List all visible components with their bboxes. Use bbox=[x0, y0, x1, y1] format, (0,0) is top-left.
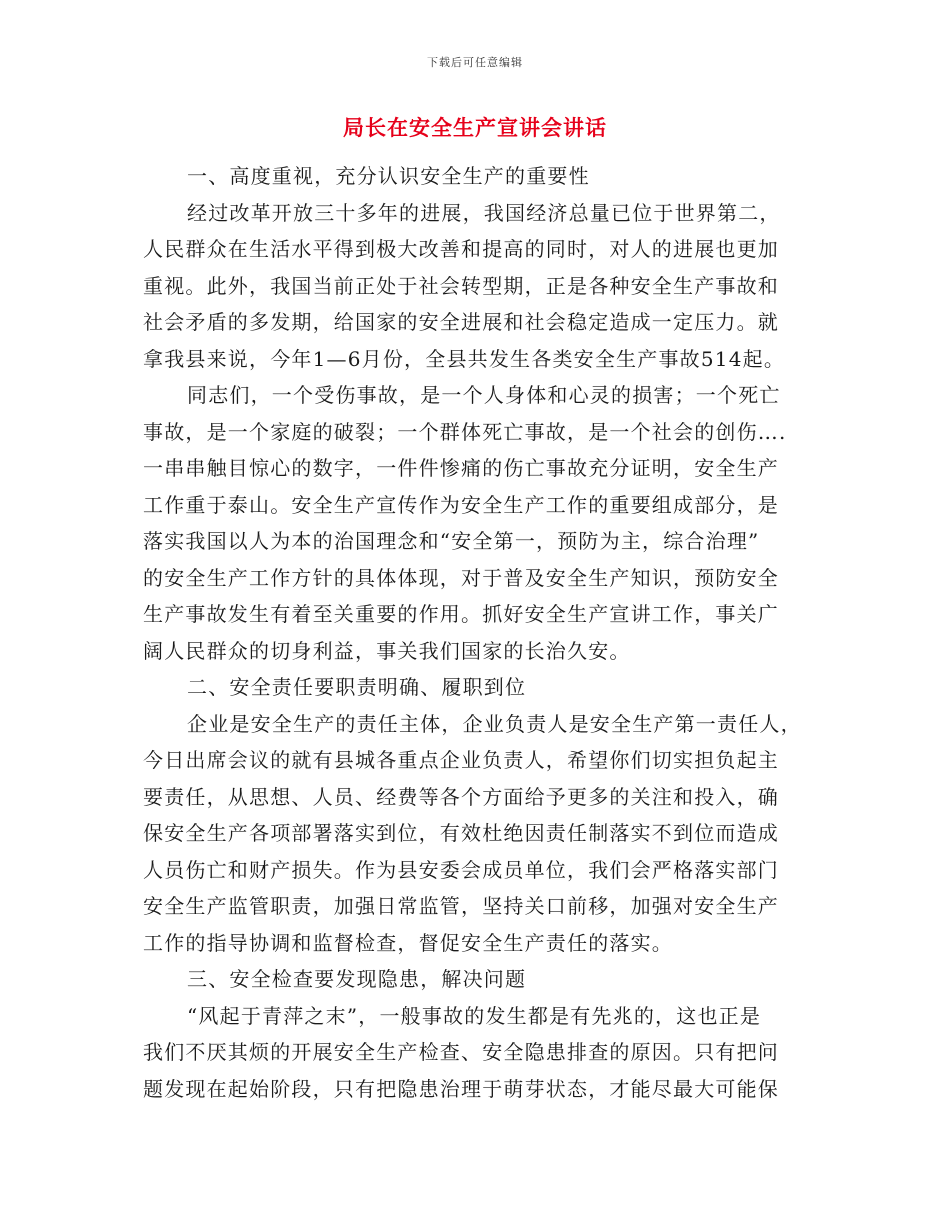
text-line: 要责任，从思想、人员、经费等各个方面给予更多的关注和投入，确 bbox=[143, 784, 779, 809]
document-body bbox=[143, 158, 813, 1107]
text-line: 二、安全责任要职责明确、履职到位 bbox=[187, 675, 527, 699]
text-line: 落实我国以人为本的治国理念和“安全第一，预防为主，综合治理” bbox=[143, 529, 760, 553]
text-line: 阔人民群众的切身利益，事关我们国家的长治久安。 bbox=[143, 638, 631, 663]
text-line: 企业是安全生产的责任主体，企业负责人是安全生产第一责任人， bbox=[187, 711, 802, 736]
text-line: 今日出席会议的就有县城各重点企业负责人，希望你们切实担负起主 bbox=[143, 748, 779, 772]
text-line: 重视。此外，我国当前正处于社会转型期，正是各种安全生产事故和 bbox=[143, 273, 779, 298]
text-line: 的安全生产工作方针的具体体现，对于普及安全生产知识，预防安全 bbox=[143, 565, 779, 590]
text-line: 题发现在起始阶段，只有把隐患治理于萌芽状态，才能尽最大可能保 bbox=[143, 1076, 779, 1101]
page-header-note: 下载后可任意编辑 bbox=[427, 56, 523, 69]
text-line: 生产事故发生有着至关重要的作用。抓好安全生产宣讲工作，事关广 bbox=[143, 602, 779, 626]
text-line: 同志们，一个受伤事故，是一个人身体和心灵的损害；一个死亡 bbox=[187, 383, 781, 407]
text-line: 三、安全检查要发现隐患，解决问题 bbox=[187, 967, 527, 991]
text-line: 拿我县来说，今年1—6月份，全县共发生各类安全生产事故514起。 bbox=[143, 346, 786, 371]
text-line: 工作重于泰山。安全生产宣传作为安全生产工作的重要组成部分，是 bbox=[143, 492, 779, 517]
text-line: 社会矛盾的多发期，给国家的安全进展和社会稳定造成一定压力。就 bbox=[143, 310, 779, 334]
text-line: 我们不厌其烦的开展安全生产检查、安全隐患排查的原因。只有把问 bbox=[143, 1040, 779, 1064]
text-line: 保安全生产各项部署落实到位，有效杜绝因责任制落实不到位而造成 bbox=[143, 821, 779, 845]
text-line: “风起于青萍之末”，一般事故的发生都是有先兆的，这也正是 bbox=[187, 1003, 762, 1028]
text-line: 一、高度重视，充分认识安全生产的重要性 bbox=[187, 164, 590, 188]
text-line: 经过改革开放三十多年的进展，我国经济总量已位于世界第二， bbox=[187, 200, 781, 225]
text-line: 人民群众在生活水平得到极大改善和提高的同时，对人的进展也更加 bbox=[143, 237, 779, 261]
text-line: 一串串触目惊心的数字，一件件惨痛的伤亡事故充分证明，安全生产 bbox=[143, 456, 779, 480]
document-title: 局长在安全生产宣讲会讲话 bbox=[343, 116, 607, 140]
text-line: 工作的指导协调和监督检查，督促安全生产责任的落实。 bbox=[143, 930, 673, 955]
text-line: 事故，是一个家庭的破裂；一个群体死亡事故，是一个社会的创伤…. bbox=[143, 419, 787, 444]
text-line: 人员伤亡和财产损失。作为县安委会成员单位，我们会严格落实部门 bbox=[143, 857, 779, 882]
text-line: 安全生产监管职责，加强日常监管，坚持关口前移，加强对安全生产 bbox=[143, 894, 779, 918]
